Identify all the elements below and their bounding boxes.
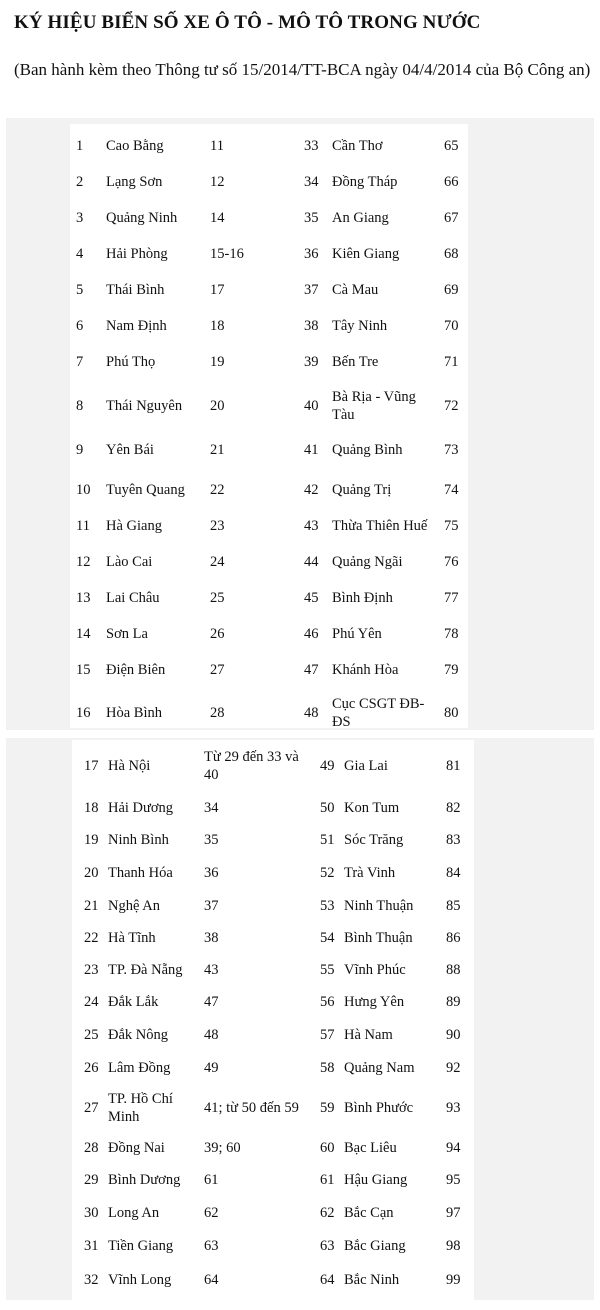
stt-right-cell: 50: [320, 800, 335, 816]
province-left-cell: Sơn La: [106, 626, 148, 642]
stt-left-cell: 5: [76, 282, 84, 298]
province-right-cell: Sóc Trăng: [344, 832, 404, 848]
province-left-cell: Đắk Nông: [108, 1027, 169, 1043]
stt-left-cell: 11: [76, 518, 90, 534]
stt-left-cell: 14: [76, 626, 91, 642]
province-right-cell: Cục CSGT ĐB-ĐS: [332, 696, 425, 730]
stt-left-cell: 18: [84, 800, 99, 816]
province-right-cell: Hưng Yên: [344, 994, 405, 1010]
province-right-cell: Hậu Giang: [344, 1172, 408, 1188]
stt-right-cell: 41: [304, 442, 319, 458]
stt-left-cell: 17: [84, 758, 99, 774]
table-row: [72, 740, 474, 792]
plate-code-table-1: [70, 124, 468, 728]
stt-left-cell: 10: [76, 482, 91, 498]
province-right-cell: Bạc Liêu: [344, 1140, 397, 1156]
province-left-cell: Thái Bình: [106, 282, 165, 298]
plate-code-left-cell: 63: [204, 1238, 219, 1254]
table-row: [70, 164, 468, 200]
stt-right-cell: 46: [304, 626, 319, 642]
province-left-cell: Lạng Sơn: [106, 174, 163, 190]
table-row: [70, 308, 468, 344]
province-right-cell: Phú Yên: [332, 626, 382, 642]
province-right-cell: Quảng Trị: [332, 482, 392, 498]
stt-left-cell: 32: [84, 1272, 99, 1288]
table-row: [70, 344, 468, 380]
province-right-cell: Kon Tum: [344, 800, 400, 816]
plate-code-right-cell: 66: [444, 174, 459, 190]
plate-code-left-cell: 19: [210, 354, 225, 370]
province-right-cell: Bắc Ninh: [344, 1272, 400, 1288]
plate-code-right-cell: 97: [446, 1205, 461, 1221]
stt-right-cell: 48: [304, 705, 319, 721]
table-row: [72, 1164, 474, 1196]
plate-code-left-cell: 24: [210, 554, 225, 570]
plate-code-left-cell: 36: [204, 865, 219, 881]
province-left-cell: Lâm Đồng: [108, 1060, 171, 1076]
province-right-cell: Quảng Nam: [344, 1060, 415, 1076]
table-row: [70, 236, 468, 272]
stt-right-cell: 59: [320, 1100, 335, 1116]
stt-right-cell: 54: [320, 930, 335, 946]
stt-left-cell: 25: [84, 1027, 99, 1043]
plate-code-left-cell: 12: [210, 174, 225, 190]
table-row: [72, 890, 474, 922]
plate-code-left-cell: 28: [210, 705, 225, 721]
province-left-cell: Hà Nội: [108, 758, 151, 774]
plate-code-right-cell: 70: [444, 318, 459, 334]
stt-left-cell: 21: [84, 898, 99, 914]
plate-code-right-cell: 86: [446, 930, 461, 946]
plate-code-left-cell: 62: [204, 1205, 219, 1221]
province-right-cell: Tây Ninh: [332, 318, 388, 334]
plate-code-right-cell: 76: [444, 554, 459, 570]
plate-code-left-cell: 38: [204, 930, 219, 946]
plate-code-left-cell: 26: [210, 626, 225, 642]
province-right-cell: Bắc Giang: [344, 1238, 406, 1254]
stt-left-cell: 20: [84, 865, 99, 881]
province-left-cell: Đồng Nai: [108, 1140, 165, 1156]
province-left-cell: Tiền Giang: [108, 1238, 174, 1254]
province-left-cell: Hải Dương: [108, 800, 174, 816]
table-row: [70, 272, 468, 308]
province-right-cell: Đồng Tháp: [332, 174, 398, 190]
plate-code-right-cell: 85: [446, 898, 461, 914]
province-left-cell: Điện Biên: [106, 662, 166, 678]
province-left-cell: Hải Phòng: [106, 246, 168, 262]
plate-code-right-cell: 93: [446, 1100, 461, 1116]
stt-left-cell: 31: [84, 1238, 99, 1254]
stt-right-cell: 60: [320, 1140, 335, 1156]
plate-code-left-cell: 35: [204, 832, 219, 848]
province-left-cell: Yên Bái: [106, 442, 154, 458]
province-left-cell: Lào Cai: [106, 554, 153, 570]
plate-code-left-cell: 23: [210, 518, 225, 534]
stt-left-cell: 3: [76, 210, 84, 226]
plate-code-right-cell: 90: [446, 1027, 461, 1043]
plate-code-right-cell: 74: [444, 482, 459, 498]
province-left-cell: Tuyên Quang: [106, 482, 185, 498]
plate-code-right-cell: 95: [446, 1172, 461, 1188]
stt-left-cell: 16: [76, 705, 91, 721]
plate-code-left-cell: 27: [210, 662, 225, 678]
plate-code-right-cell: 82: [446, 800, 461, 816]
province-right-cell: An Giang: [332, 210, 389, 226]
plate-code-left-cell: 15-16: [210, 246, 244, 262]
stt-left-cell: 29: [84, 1172, 99, 1188]
plate-code-right-cell: 99: [446, 1272, 461, 1288]
plate-code-left-cell: 64: [204, 1272, 219, 1288]
plate-code-right-cell: 94: [446, 1140, 461, 1156]
stt-right-cell: 42: [304, 482, 319, 498]
province-right-cell: Bắc Cạn: [344, 1205, 394, 1221]
plate-code-right-cell: 92: [446, 1060, 461, 1076]
province-right-cell: Ninh Thuận: [344, 898, 414, 914]
table-row: [72, 1132, 474, 1164]
plate-code-left-cell: 34: [204, 800, 219, 816]
stt-left-cell: 2: [76, 174, 84, 190]
province-right-cell: Bình Thuận: [344, 930, 413, 946]
plate-code-right-cell: 89: [446, 994, 461, 1010]
stt-right-cell: 49: [320, 758, 335, 774]
province-right-cell: Cần Thơ: [332, 138, 383, 154]
plate-code-left-cell: 25: [210, 590, 225, 606]
province-left-cell: Thanh Hóa: [108, 865, 173, 881]
stt-left-cell: 28: [84, 1140, 99, 1156]
plate-code-right-cell: 73: [444, 442, 459, 458]
stt-right-cell: 63: [320, 1238, 335, 1254]
plate-code-left-cell: 39; 60: [204, 1140, 241, 1156]
province-right-cell: Cà Mau: [332, 282, 379, 298]
plate-code-right-cell: 79: [444, 662, 459, 678]
plate-code-right-cell: 77: [444, 590, 459, 606]
plate-code-right-cell: 71: [444, 354, 459, 370]
stt-right-cell: 43: [304, 518, 319, 534]
stt-right-cell: 62: [320, 1205, 335, 1221]
plate-code-left-cell: 48: [204, 1027, 219, 1043]
province-left-cell: Đắk Lắk: [108, 994, 159, 1010]
plate-code-right-cell: 69: [444, 282, 459, 298]
stt-left-cell: 19: [84, 832, 99, 848]
province-left-cell: Phú Thọ: [106, 354, 156, 370]
table-row: [72, 922, 474, 954]
province-right-cell: Bình Định: [332, 590, 393, 606]
province-right-cell: Bà Rịa - Vũng Tàu: [332, 389, 416, 423]
stt-right-cell: 45: [304, 590, 319, 606]
plate-code-left-cell: 14: [210, 210, 225, 226]
stt-left-cell: 26: [84, 1060, 99, 1076]
table-row: [70, 692, 468, 734]
stt-left-cell: 8: [76, 398, 84, 414]
plate-code-right-cell: 80: [444, 705, 459, 721]
stt-left-cell: 4: [76, 246, 84, 262]
province-left-cell: Quảng Ninh: [106, 210, 178, 226]
stt-right-cell: 57: [320, 1027, 335, 1043]
province-right-cell: Thừa Thiên Huế: [332, 518, 428, 534]
stt-left-cell: 6: [76, 318, 84, 334]
stt-left-cell: 15: [76, 662, 91, 678]
plate-code-left-cell: Từ 29 đến 33 và 40: [204, 749, 299, 783]
stt-right-cell: 35: [304, 210, 319, 226]
plate-code-right-cell: 98: [446, 1238, 461, 1254]
province-right-cell: Vĩnh Phúc: [344, 962, 406, 978]
table-row: [70, 432, 468, 468]
table-row: [72, 1018, 474, 1052]
table-row: [72, 1262, 474, 1298]
table-row: [70, 580, 468, 616]
stt-left-cell: 13: [76, 590, 91, 606]
province-right-cell: Kiên Giang: [332, 246, 400, 262]
province-left-cell: Ninh Bình: [108, 832, 169, 848]
plate-code-right-cell: 65: [444, 138, 459, 154]
plate-code-left-cell: 49: [204, 1060, 219, 1076]
stt-right-cell: 58: [320, 1060, 335, 1076]
table-row: [70, 616, 468, 652]
stt-left-cell: 22: [84, 930, 99, 946]
province-right-cell: Trà Vinh: [344, 865, 396, 881]
plate-code-left-cell: 11: [210, 138, 224, 154]
stt-left-cell: 12: [76, 554, 91, 570]
table-row: [72, 792, 474, 824]
province-right-cell: Khánh Hòa: [332, 662, 399, 678]
province-left-cell: Vĩnh Long: [108, 1272, 172, 1288]
plate-code-left-cell: 18: [210, 318, 225, 334]
stt-right-cell: 40: [304, 398, 319, 414]
stt-left-cell: 24: [84, 994, 99, 1010]
page-title: KÝ HIỆU BIỂN SỐ XE Ô TÔ - MÔ TÔ TRONG NƯỚC: [14, 12, 481, 33]
table-row: [70, 200, 468, 236]
province-left-cell: Bình Dương: [108, 1172, 181, 1188]
province-left-cell: Hòa Bình: [106, 705, 162, 721]
province-right-cell: Quảng Bình: [332, 442, 403, 458]
page-subtitle: (Ban hành kèm theo Thông tư số 15/2014/TT-BCA ngày 04/4/2014 của Bộ Công an): [14, 60, 591, 79]
table-row: [72, 986, 474, 1018]
province-right-cell: Quảng Ngãi: [332, 554, 403, 570]
table-row: [72, 954, 474, 986]
stt-right-cell: 61: [320, 1172, 335, 1188]
province-right-cell: Bến Tre: [332, 354, 379, 370]
province-left-cell: Hà Tĩnh: [108, 930, 156, 946]
plate-code-left-cell: 22: [210, 482, 225, 498]
stt-right-cell: 37: [304, 282, 319, 298]
table-row: [72, 824, 474, 856]
stt-right-cell: 56: [320, 994, 335, 1010]
table-row: [72, 856, 474, 890]
stt-right-cell: 53: [320, 898, 335, 914]
plate-code-left-cell: 61: [204, 1172, 219, 1188]
plate-code-left-cell: 20: [210, 398, 225, 414]
stt-left-cell: 9: [76, 442, 84, 458]
table-row: [70, 128, 468, 164]
plate-code-right-cell: 78: [444, 626, 459, 642]
table-row: [70, 472, 468, 508]
table-row: [72, 1084, 474, 1132]
stt-left-cell: 1: [76, 138, 84, 154]
stt-left-cell: 27: [84, 1100, 99, 1116]
province-right-cell: Hà Nam: [344, 1027, 393, 1043]
plate-code-left-cell: 17: [210, 282, 225, 298]
stt-right-cell: 39: [304, 354, 319, 370]
province-left-cell: Hà Giang: [106, 518, 162, 534]
plate-code-left-cell: 21: [210, 442, 225, 458]
table-row: [70, 544, 468, 580]
plate-code-right-cell: 72: [444, 398, 459, 414]
plate-code-left-cell: 47: [204, 994, 219, 1010]
table-row: [70, 508, 468, 544]
table-row: [70, 380, 468, 432]
province-left-cell: Nghệ An: [108, 898, 160, 914]
table-row: [72, 1052, 474, 1084]
plate-code-right-cell: 88: [446, 962, 461, 978]
province-right-cell: Gia Lai: [344, 758, 388, 774]
plate-code-left-cell: 43: [204, 962, 219, 978]
province-right-cell: Bình Phước: [344, 1100, 414, 1116]
plate-code-right-cell: 68: [444, 246, 459, 262]
stt-right-cell: 38: [304, 318, 319, 334]
stt-left-cell: 7: [76, 354, 84, 370]
plate-code-table-2: [72, 740, 474, 1300]
stt-right-cell: 33: [304, 138, 319, 154]
province-left-cell: TP. Đà Nẵng: [108, 962, 183, 978]
plate-code-right-cell: 83: [446, 832, 461, 848]
stt-left-cell: 30: [84, 1205, 99, 1221]
province-left-cell: Nam Định: [106, 318, 167, 334]
table-row: [72, 1196, 474, 1230]
stt-right-cell: 36: [304, 246, 319, 262]
stt-right-cell: 64: [320, 1272, 335, 1288]
table-row: [70, 652, 468, 688]
plate-code-right-cell: 67: [444, 210, 459, 226]
province-left-cell: Long An: [108, 1205, 160, 1221]
plate-code-left-cell: 41; từ 50 đến 59: [204, 1100, 299, 1116]
province-left-cell: Cao Bằng: [106, 138, 164, 154]
stt-right-cell: 34: [304, 174, 319, 190]
plate-code-right-cell: 75: [444, 518, 459, 534]
stt-right-cell: 44: [304, 554, 319, 570]
stt-right-cell: 47: [304, 662, 319, 678]
province-left-cell: Lai Châu: [106, 590, 160, 606]
province-left-cell: TP. Hồ Chí Minh: [108, 1091, 173, 1125]
table-row: [72, 1230, 474, 1262]
stt-left-cell: 23: [84, 962, 99, 978]
stt-right-cell: 52: [320, 865, 335, 881]
stt-right-cell: 51: [320, 832, 335, 848]
plate-code-right-cell: 81: [446, 758, 461, 774]
province-left-cell: Thái Nguyên: [106, 398, 183, 414]
plate-code-right-cell: 84: [446, 865, 461, 881]
plate-code-left-cell: 37: [204, 898, 219, 914]
stt-right-cell: 55: [320, 962, 335, 978]
